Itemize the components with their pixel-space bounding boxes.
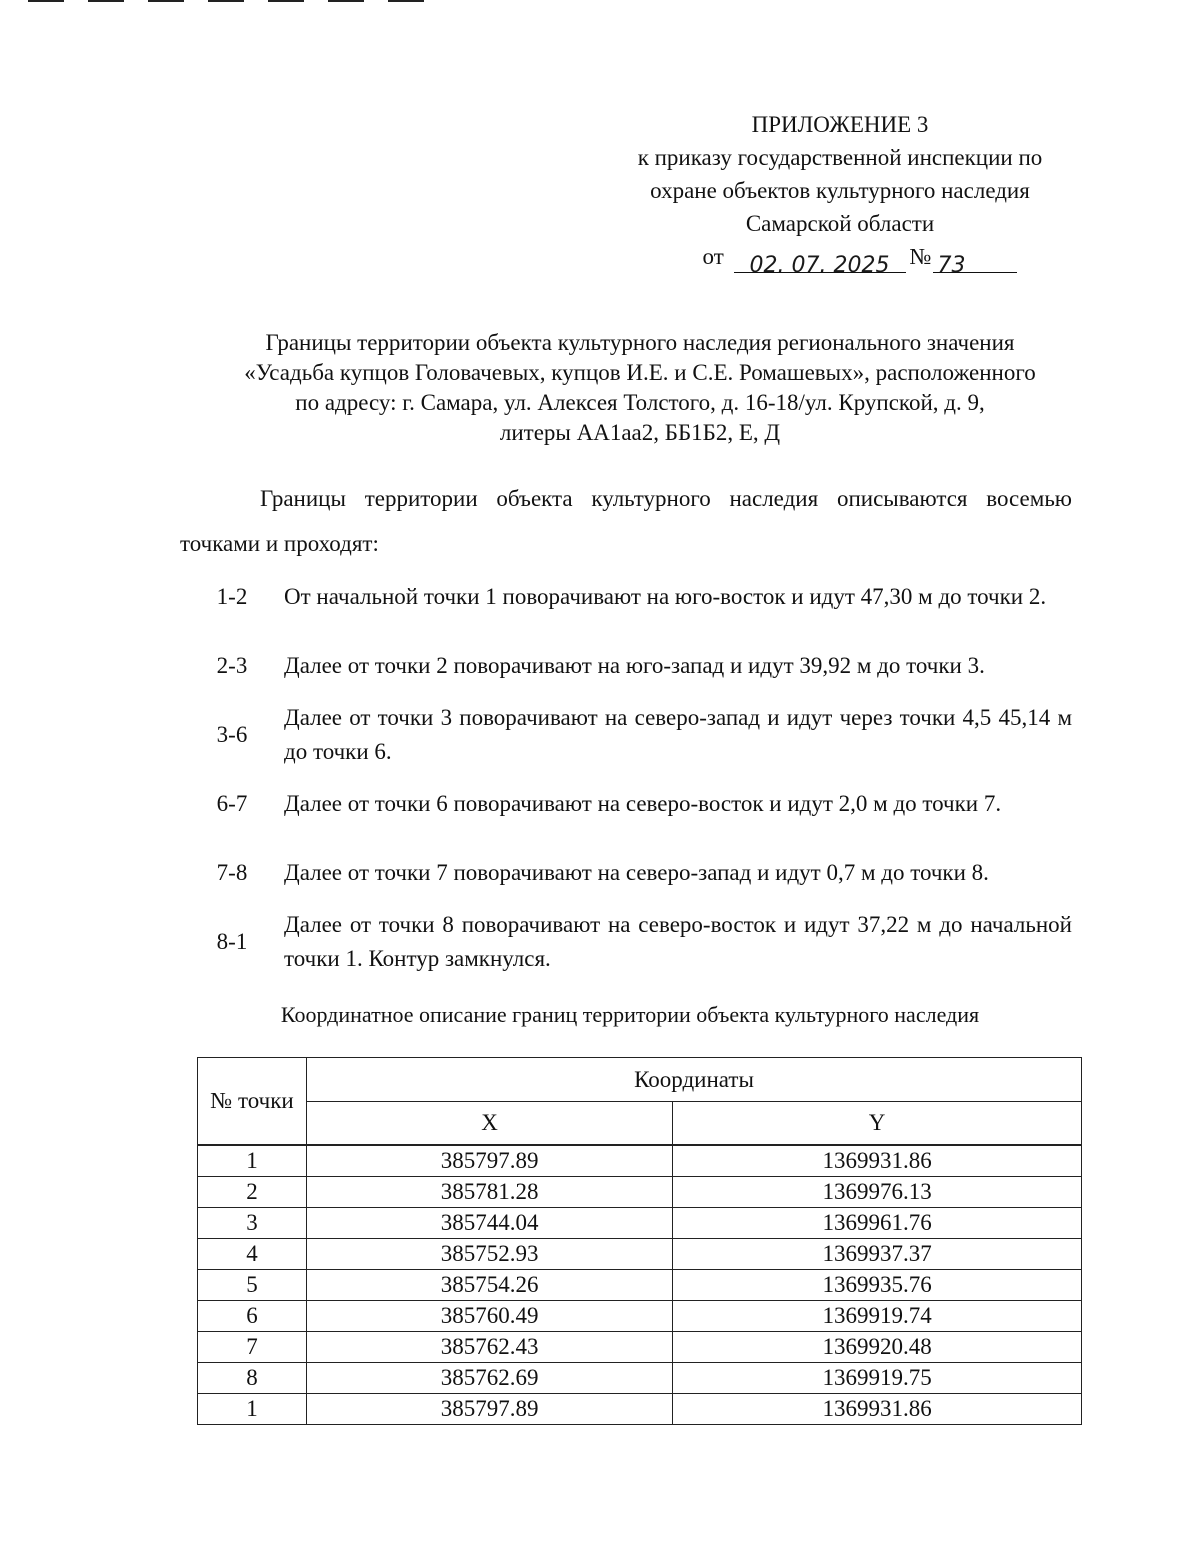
- number-prefix: №: [909, 244, 932, 269]
- table-row: [198, 1177, 1082, 1208]
- segment-id: 6-7: [216, 790, 248, 816]
- date-field: [734, 248, 906, 278]
- table-row: [198, 1394, 1082, 1425]
- cell-x: 385797.89: [307, 1145, 673, 1177]
- segment-item: [180, 838, 1072, 907]
- cell-point: 8: [198, 1363, 307, 1394]
- title-line-4: литеры АА1аа2, ББ1Б2, Е, Д: [499, 420, 781, 445]
- cell-y: 1369919.74: [673, 1301, 1082, 1332]
- cell-x: 385760.49: [307, 1301, 673, 1332]
- cell-point: 6: [198, 1301, 307, 1332]
- cell-x: 385781.28: [307, 1177, 673, 1208]
- appendix-line-1: к приказу государственной инспекции по: [637, 145, 1043, 170]
- cell-y: 1369935.76: [673, 1270, 1082, 1301]
- cell-y: 1369919.75: [673, 1363, 1082, 1394]
- document-title: [110, 328, 1170, 448]
- segment-text: Далее от точки 7 поворачивают на северо-запад и идут 0,7 м до точки 8.: [284, 859, 989, 885]
- table-row: [198, 1208, 1082, 1239]
- segment-item: [180, 562, 1072, 631]
- cell-point: 1: [198, 1394, 307, 1425]
- segment-text: От начальной точки 1 поворачивают на юго-восток и идут 47,30 м до точки 2.: [284, 583, 1047, 609]
- number-field: [933, 248, 1017, 278]
- title-line-3: по адресу: г. Самара, ул. Алексея Толстого, д. 16-18/ул. Крупской, д. 9,: [295, 390, 985, 415]
- scan-dash: [328, 0, 364, 2]
- segment-text: Далее от точки 3 поворачивают на северо-запад и идут через точки 4,5 45,14 м до точки 6.: [284, 704, 1072, 764]
- cell-point: 3: [198, 1208, 307, 1239]
- table-row: [198, 1145, 1082, 1177]
- appendix-line-2: охране объектов культурного наследия: [650, 178, 1030, 203]
- segment-id: 1-2: [216, 583, 248, 609]
- appendix-line-3: Самарской области: [745, 211, 935, 236]
- table-row: [198, 1239, 1082, 1270]
- table-row: [198, 1363, 1082, 1394]
- cell-y: 1369937.37: [673, 1239, 1082, 1270]
- segment-text: Далее от точки 2 поворачивают на юго-запад и идут 39,92 м до точки 3.: [284, 652, 985, 678]
- cell-y: 1369931.86: [673, 1145, 1082, 1177]
- title-line-2: «Усадьба купцов Головачевых, купцов И.Е. и С.Е. Ромашевых», расположенного: [244, 360, 1036, 385]
- segment-id: 7-8: [216, 859, 248, 885]
- cell-x: 385762.43: [307, 1332, 673, 1363]
- header-coordinates: Координаты: [307, 1058, 1082, 1102]
- scan-dash: [268, 0, 304, 2]
- cell-point: 7: [198, 1332, 307, 1363]
- cell-x: 385752.93: [307, 1239, 673, 1270]
- segment-item: [180, 700, 1072, 769]
- scan-edge-marks: [28, 0, 424, 2]
- cell-point: 1: [198, 1145, 307, 1177]
- coordinates-table: [197, 1057, 1082, 1425]
- cell-point: 4: [198, 1239, 307, 1270]
- appendix-header: [560, 108, 1120, 278]
- scan-dash: [148, 0, 184, 2]
- order-date-number-line: [702, 240, 1018, 278]
- segment-id: 3-6: [216, 721, 248, 747]
- segment-text: Далее от точки 8 поворачивают на северо-восток и идут 37,22 м до начальной точки 1. Контур замкнулся.: [284, 911, 1072, 971]
- segment-item: [180, 907, 1072, 976]
- cell-point: 2: [198, 1177, 307, 1208]
- scan-dash: [388, 0, 424, 2]
- segment-item: [180, 769, 1072, 838]
- table-row: [198, 1301, 1082, 1332]
- segment-id: 2-3: [216, 652, 248, 678]
- cell-x: 385762.69: [307, 1363, 673, 1394]
- table-row: [198, 1332, 1082, 1363]
- table-row: [198, 1270, 1082, 1301]
- header-y: Y: [673, 1102, 1082, 1146]
- table-caption: Координатное описание границ территории объекта культурного наследия: [280, 1002, 980, 1027]
- segment-text: Далее от точки 6 поворачивают на северо-восток и идут 2,0 м до точки 7.: [284, 790, 1002, 816]
- header-point: № точки: [198, 1058, 307, 1146]
- date-prefix: от: [702, 244, 724, 269]
- cell-x: 385744.04: [307, 1208, 673, 1239]
- cell-y: 1369920.48: [673, 1332, 1082, 1363]
- header-x: X: [307, 1102, 673, 1146]
- cell-y: 1369931.86: [673, 1394, 1082, 1425]
- title-line-1: Границы территории объекта культурного наследия регионального значения: [265, 330, 1015, 355]
- cell-y: 1369961.76: [673, 1208, 1082, 1239]
- handwritten-date: 02. 07. 2025: [749, 253, 890, 278]
- cell-x: 385797.89: [307, 1394, 673, 1425]
- cell-y: 1369976.13: [673, 1177, 1082, 1208]
- segment-item: [180, 631, 1072, 700]
- intro-paragraph: Границы территории объекта культурного наследия описываются восемью точками и проходят:: [180, 486, 1072, 556]
- scan-dash: [208, 0, 244, 2]
- segment-id: 8-1: [216, 928, 248, 954]
- cell-point: 5: [198, 1270, 307, 1301]
- boundary-segments: [180, 562, 1072, 976]
- cell-x: 385754.26: [307, 1270, 673, 1301]
- appendix-label: ПРИЛОЖЕНИЕ 3: [751, 112, 929, 137]
- handwritten-number: 73: [937, 253, 966, 278]
- scan-dash: [28, 0, 64, 2]
- scan-dash: [88, 0, 124, 2]
